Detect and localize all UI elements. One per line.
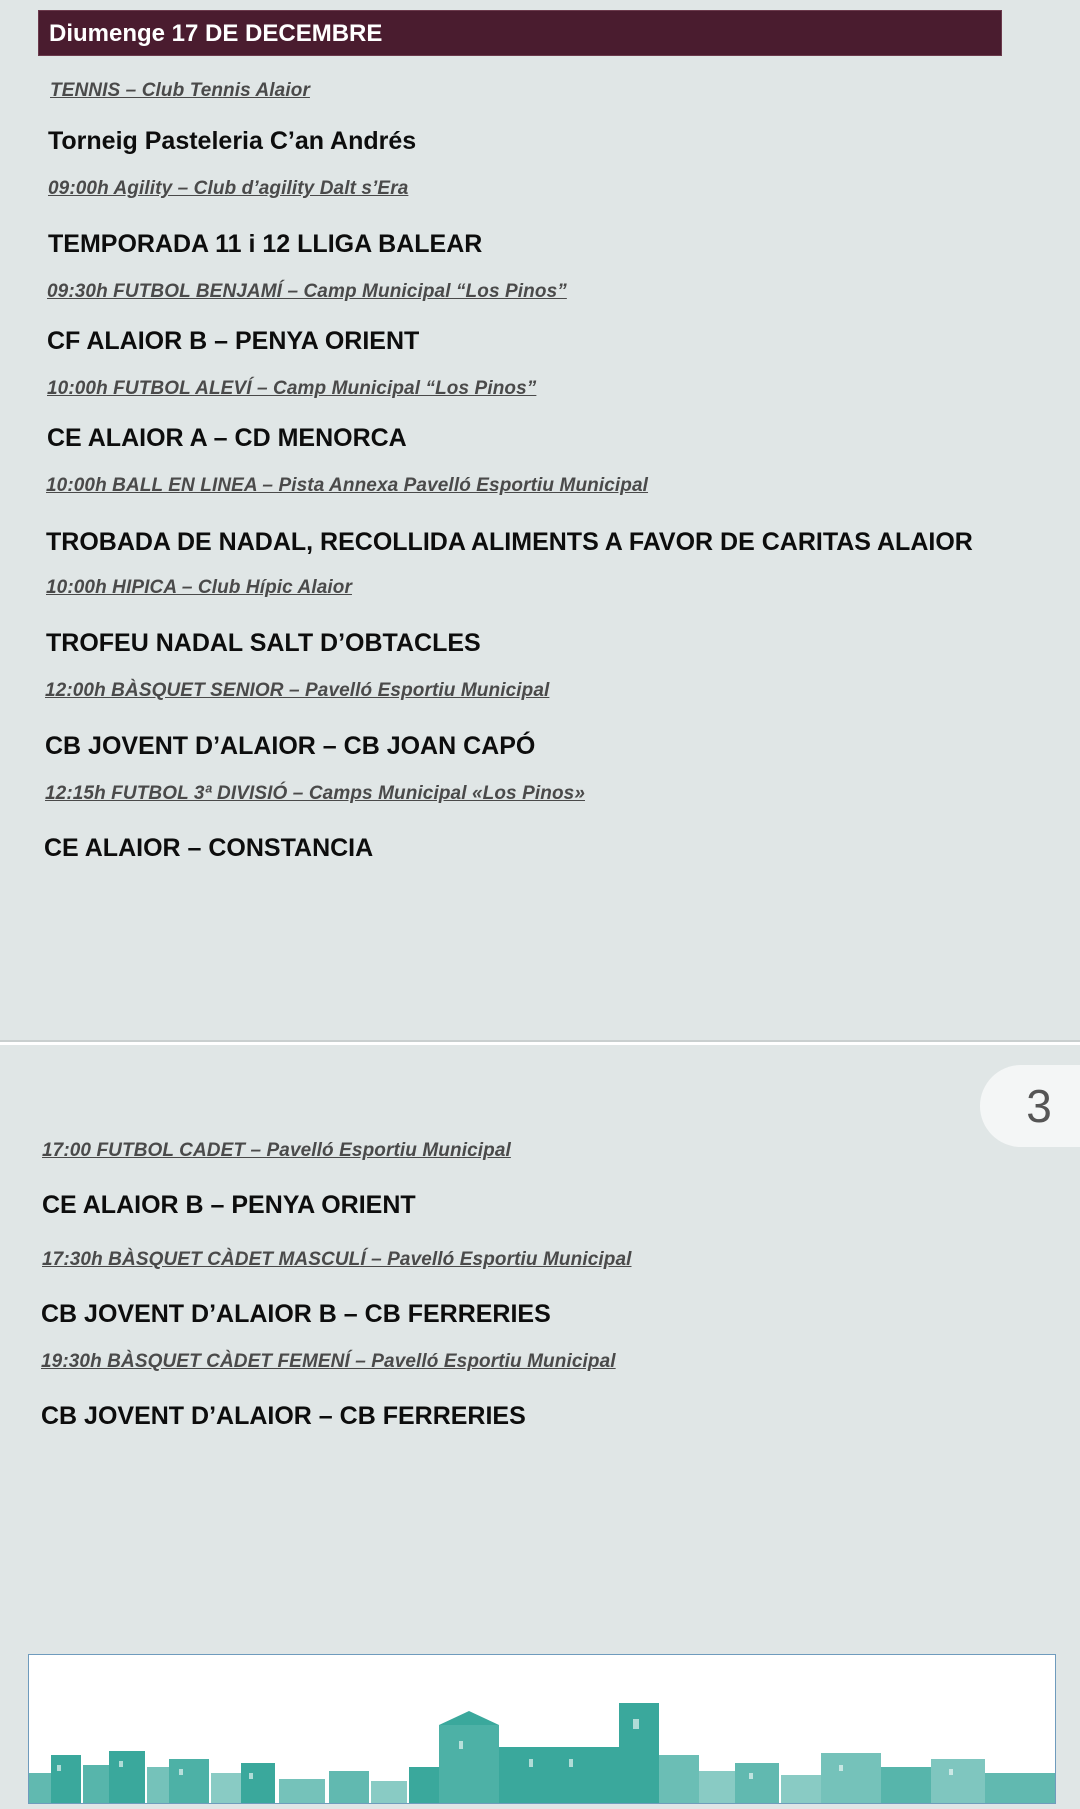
entry-meta: 10:00h HIPICA – Club Hípic Alaior <box>46 577 352 598</box>
entry-title: Torneig Pasteleria C’an Andrés <box>48 127 417 155</box>
day-header: Diumenge 17 DE DECEMBRE <box>38 10 1002 56</box>
entry-title: TEMPORADA 11 i 12 LLIGA BALEAR <box>48 230 483 258</box>
entry-title: CE ALAIOR – CONSTANCIA <box>44 834 374 862</box>
entry-title: CB JOVENT D’ALAIOR B – CB FERRERIES <box>41 1300 551 1328</box>
entry-meta: 12:00h BÀSQUET SENIOR – Pavelló Esportiu Municipal <box>45 680 550 701</box>
entry-meta: 10:00h BALL EN LINEA – Pista Annexa Pavelló Esportiu Municipal <box>46 475 649 496</box>
entry-meta: 09:30h FUTBOL BENJAMÍ – Camp Municipal “Los Pinos” <box>47 281 567 302</box>
entry-meta: TENNIS – Club Tennis Alaior <box>50 80 310 101</box>
entry-meta: 17:30h BÀSQUET CÀDET MASCULÍ – Pavelló Esportiu Municipal <box>42 1249 632 1270</box>
entry-meta: 10:00h FUTBOL ALEVÍ – Camp Municipal “Los Pinos” <box>47 378 537 399</box>
page-number-badge: 3 <box>980 1065 1080 1147</box>
entry-title: TROFEU NADAL SALT D’OBTACLES <box>46 629 481 657</box>
skyline-buildings <box>29 1703 1055 1803</box>
entry-title: CF ALAIOR B – PENYA ORIENT <box>47 327 420 355</box>
entry-title: CE ALAIOR B – PENYA ORIENT <box>42 1191 416 1219</box>
entry-meta: 19:30h BÀSQUET CÀDET FEMENÍ – Pavelló Esportiu Municipal <box>41 1351 616 1372</box>
entry-meta: 09:00h Agility – Club d’agility Dalt s’Era <box>48 178 409 199</box>
entry-title: CB JOVENT D’ALAIOR – CB JOAN CAPÓ <box>45 732 536 760</box>
entry-title: TROBADA DE NADAL, RECOLLIDA ALIMENTS A FAVOR DE CARITAS ALAIOR <box>46 528 973 556</box>
entry-title: CE ALAIOR A – CD MENORCA <box>47 424 407 452</box>
entry-meta: 12:15h FUTBOL 3ª DIVISIÓ – Camps Municipal «Los Pinos» <box>45 783 585 804</box>
town-skyline-illustration <box>29 1655 1055 1803</box>
entry-title: CB JOVENT D’ALAIOR – CB FERRERIES <box>41 1402 526 1430</box>
schedule-page-2 <box>0 1045 1080 1809</box>
entry-meta: 17:00 FUTBOL CADET – Pavelló Esportiu Municipal <box>42 1140 511 1161</box>
footer-skyline-banner <box>28 1654 1056 1804</box>
